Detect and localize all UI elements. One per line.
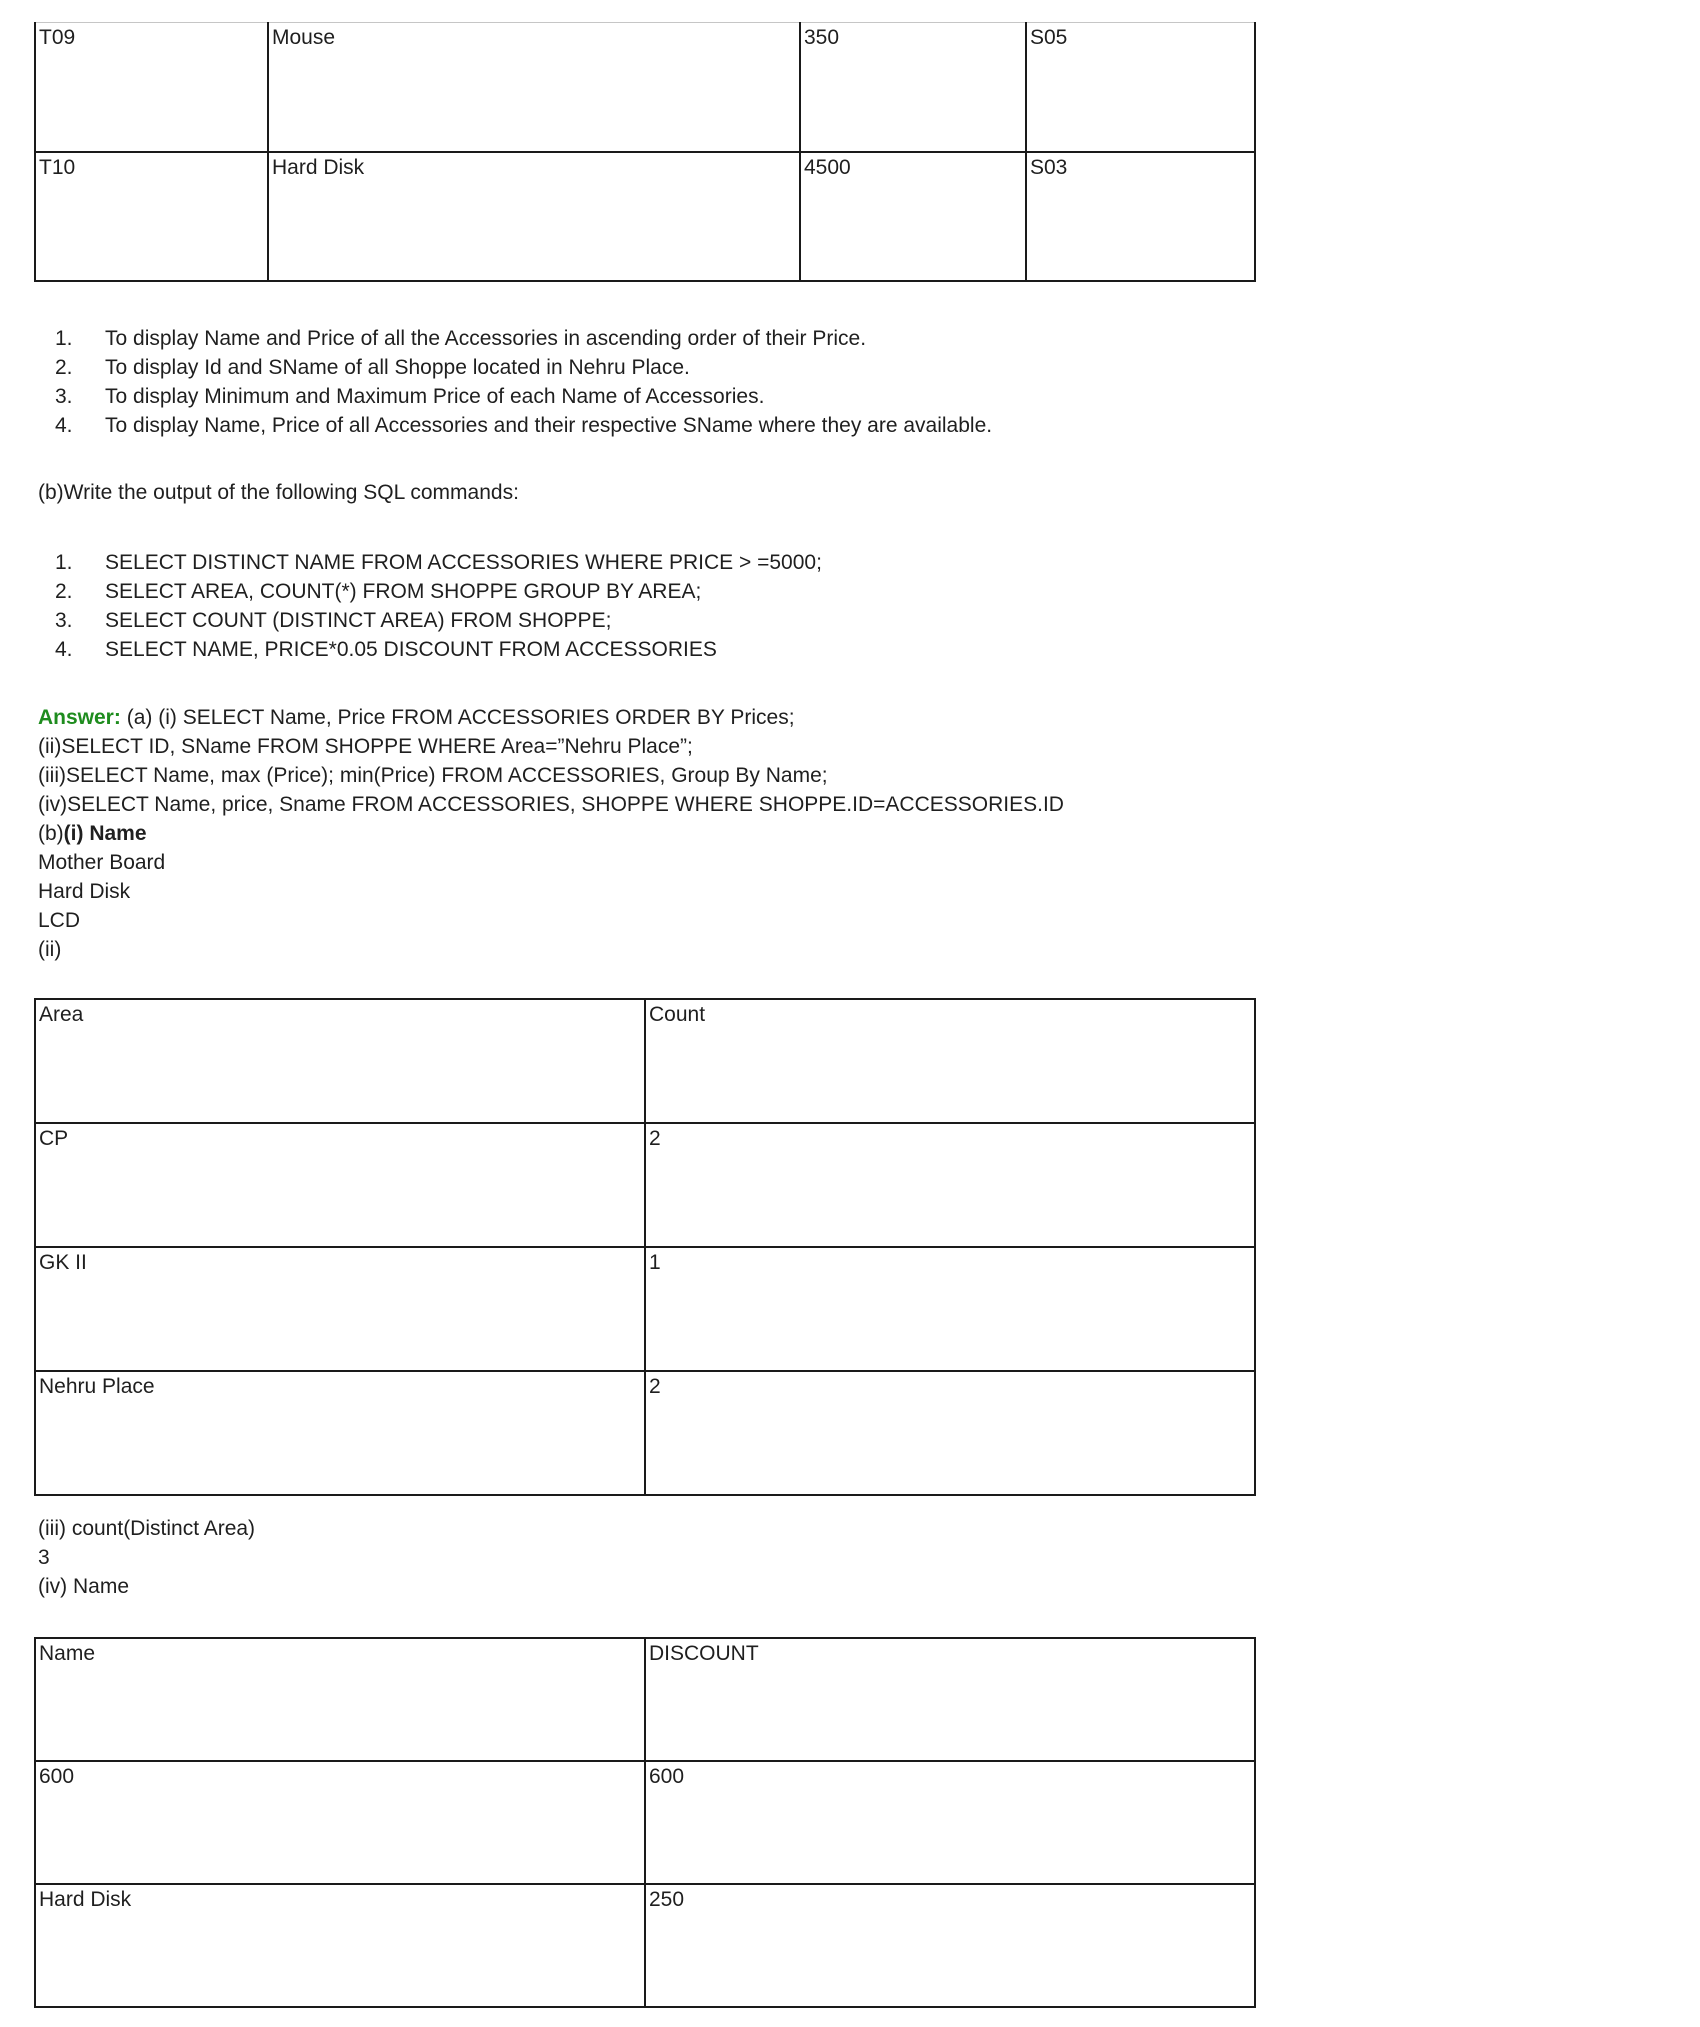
list-item-number: 4.: [55, 414, 73, 437]
table-cell: 4500: [800, 152, 1026, 281]
answer-line-iii: (iii)SELECT Name, max (Price); min(Price) FROM ACCESSORIES, Group By Name;: [38, 764, 828, 787]
table-cell: 2: [645, 1123, 1255, 1247]
answer-b-i-label: (i) Name: [63, 822, 147, 845]
list-item-text: To display Minimum and Maximum Price of each Name of Accessories.: [105, 385, 765, 408]
part-b-intro: (b)Write the output of the following SQL commands:: [38, 481, 519, 504]
table-cell: Area: [35, 999, 645, 1123]
list-item-text: To display Name and Price of all the Accessories in ascending order of their Price.: [105, 327, 867, 350]
list-item: [38, 635, 822, 664]
answer-b-i-heading: [38, 819, 1064, 848]
table-cell: Nehru Place: [35, 1371, 645, 1495]
list-item: [38, 324, 992, 353]
table-cell: T09: [35, 23, 268, 152]
table-cell: Mouse: [268, 23, 800, 152]
table-cell: GK II: [35, 1247, 645, 1371]
answer-block: [38, 703, 1064, 964]
answer-line-iv: (iv)SELECT Name, price, Sname FROM ACCESSORIES, SHOPPE WHERE SHOPPE.ID=ACCESSORIES.ID: [38, 793, 1064, 816]
list-item-number: 3.: [55, 385, 73, 408]
answer-b-i-result: Mother Board: [38, 851, 166, 874]
answer-b-i-result: LCD: [38, 909, 81, 932]
list-item-text: SELECT AREA, COUNT(*) FROM SHOPPE GROUP BY AREA;: [105, 580, 702, 603]
table-row: [35, 1123, 1255, 1247]
table-row: [35, 152, 1255, 281]
table-header-row: [35, 1638, 1255, 1761]
table-cell: Hard Disk: [35, 1884, 645, 2007]
list-item-number: 4.: [55, 638, 73, 661]
answer-b-prefix: (b): [38, 822, 64, 845]
list-item: [38, 577, 822, 606]
table-cell: 600: [35, 1761, 645, 1884]
accessories-table-fragment: [34, 22, 1256, 282]
table-cell: T10: [35, 152, 268, 281]
answer-b-iii-value: 3: [38, 1546, 50, 1569]
table-cell: 1: [645, 1247, 1255, 1371]
table-cell: Hard Disk: [268, 152, 800, 281]
answer-b-i-result: Hard Disk: [38, 880, 131, 903]
list-item-number: 3.: [55, 609, 73, 632]
answer-b-ii-label: (ii): [38, 938, 62, 961]
table-row: [35, 1371, 1255, 1495]
table-cell: 250: [645, 1884, 1255, 2007]
list-item: [38, 548, 822, 577]
answer-line-ii: (ii)SELECT ID, SName FROM SHOPPE WHERE Area=”Nehru Place”;: [38, 735, 693, 758]
list-item-text: SELECT COUNT (DISTINCT AREA) FROM SHOPPE;: [105, 609, 612, 632]
list-item: [38, 382, 992, 411]
table-cell: 2: [645, 1371, 1255, 1495]
list-item-number: 1.: [55, 551, 73, 574]
table-cell: Count: [645, 999, 1255, 1123]
table-cell: Name: [35, 1638, 645, 1761]
list-item-text: SELECT NAME, PRICE*0.05 DISCOUNT FROM ACCESSORIES: [105, 638, 717, 661]
sql-command-list: [38, 548, 822, 664]
table-cell: 600: [645, 1761, 1255, 1884]
answer-b-iv-label: (iv) Name: [38, 1575, 130, 1598]
table-row: [35, 1761, 1255, 1884]
table-cell: CP: [35, 1123, 645, 1247]
table-header-row: [35, 999, 1255, 1123]
table-row: [35, 1884, 1255, 2007]
table-cell: S03: [1026, 152, 1255, 281]
answer-label: Answer:: [38, 706, 121, 729]
list-item: [38, 353, 992, 382]
answer-line-a: [38, 703, 1064, 732]
list-item: [38, 606, 822, 635]
answer-b-iii-label: (iii) count(Distinct Area): [38, 1517, 256, 1540]
list-item-number: 2.: [55, 580, 73, 603]
list-item-text: To display Id and SName of all Shoppe located in Nehru Place.: [105, 356, 690, 379]
answer-line-a-text: (a) (i) SELECT Name, Price FROM ACCESSORIES ORDER BY Prices;: [126, 706, 795, 729]
list-item-text: SELECT DISTINCT NAME FROM ACCESSORIES WHERE PRICE > =5000;: [105, 551, 822, 574]
list-item-number: 1.: [55, 327, 73, 350]
table-cell: DISCOUNT: [645, 1638, 1255, 1761]
list-item-text: To display Name, Price of all Accessories and their respective SName where they are available.: [105, 414, 993, 437]
list-item: [38, 411, 992, 440]
table-cell: 350: [800, 23, 1026, 152]
answer-b-iii-iv-block: [38, 1514, 255, 1601]
list-item-number: 2.: [55, 356, 73, 379]
table-row: [35, 1247, 1255, 1371]
name-discount-result-table: [34, 1637, 1256, 2008]
part-a-task-list: [38, 324, 992, 440]
table-row: [35, 23, 1255, 152]
table-cell: S05: [1026, 23, 1255, 152]
area-count-result-table: [34, 998, 1256, 1496]
